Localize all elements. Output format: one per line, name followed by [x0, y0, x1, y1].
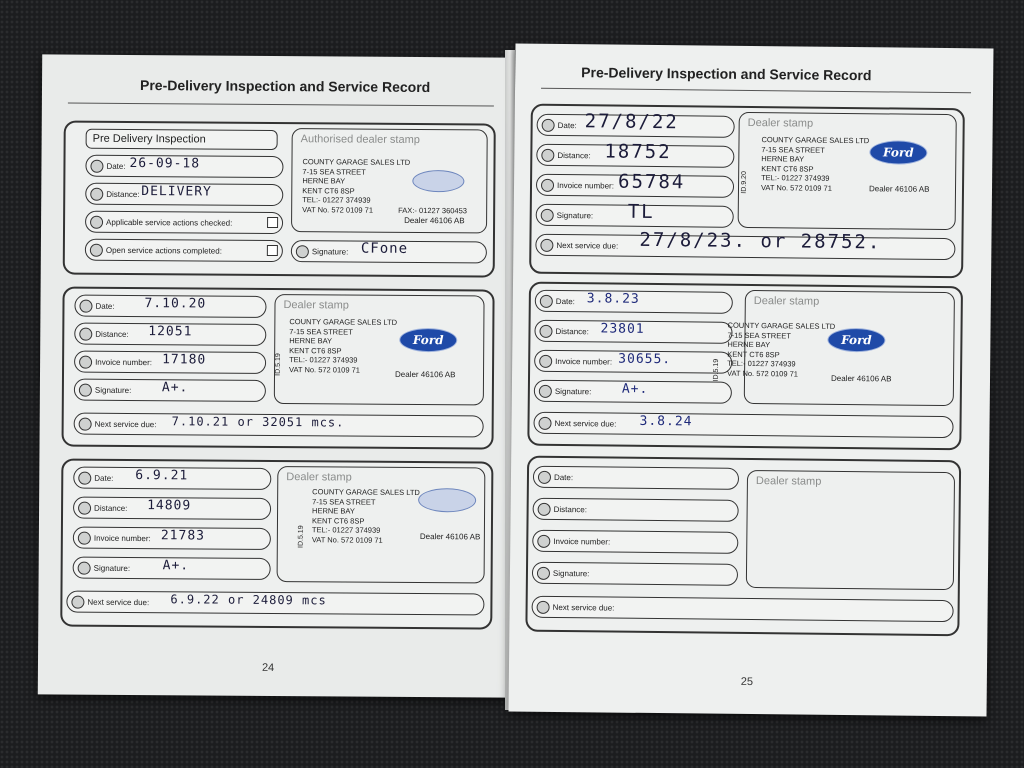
bullet-icon	[79, 355, 92, 368]
stamp-line: 7-15 SEA STREET	[302, 166, 366, 177]
next-service-value: 3.8.24	[639, 413, 693, 430]
next-service-label: Next service due:	[552, 602, 615, 613]
signature-value: A+.	[161, 380, 189, 396]
stamp-line: KENT CT6 8SP	[727, 349, 780, 359]
signature-value: A+.	[621, 381, 649, 397]
invoice-label: Invoice number:	[553, 536, 611, 547]
invoice-value: 30655.	[618, 351, 672, 368]
signature-field[interactable]	[532, 562, 738, 586]
bullet-icon	[78, 501, 91, 514]
distance-label: Distance:	[553, 504, 588, 514]
bullet-icon	[540, 294, 553, 307]
pdi-block	[63, 121, 496, 278]
dealer-stamp-box	[712, 290, 955, 406]
bullet-icon	[538, 416, 551, 429]
signature-label: Signature:	[311, 246, 349, 257]
bullet-icon	[79, 327, 92, 340]
signature-value: TL	[627, 200, 655, 223]
signature-label: Signature:	[556, 210, 594, 220]
stamp-line: COUNTY GARAGE SALES LTD	[302, 157, 411, 167]
stamp-line: KENT CT6 8SP	[761, 163, 814, 174]
stamp-line: COUNTY GARAGE SALES LTD	[761, 135, 870, 146]
stamp-title: Dealer stamp	[283, 299, 349, 312]
open-actions-field	[85, 239, 283, 262]
bullet-icon	[71, 595, 84, 608]
stamp-title: Dealer stamp	[747, 116, 814, 130]
bullet-icon	[541, 148, 554, 161]
next-service-field	[533, 412, 953, 438]
date-label: Date:	[553, 472, 574, 482]
dealer-stamp-box	[277, 466, 486, 583]
bullet-icon	[90, 159, 103, 172]
date-field[interactable]	[533, 466, 739, 490]
stamp-line: VAT No. 572 0109 71	[302, 204, 374, 215]
dealer-stamp-text	[312, 487, 420, 545]
date-label: Date:	[557, 120, 577, 130]
stamp-code: ID.5.19	[297, 525, 305, 548]
bullet-icon	[540, 238, 553, 251]
bullet-icon	[539, 324, 552, 337]
stamp-line: TEL:- 01227 374939	[311, 525, 381, 535]
open-actions-label: Open service actions completed:	[105, 245, 222, 256]
stamp-line: TEL:- 01227 374939	[727, 358, 796, 369]
stamp-line: COUNTY GARAGE SALES LTD	[312, 487, 420, 498]
signature-label: Signature:	[554, 386, 592, 396]
dealer-stamp-box	[274, 294, 485, 405]
right-page	[509, 44, 994, 717]
bullet-icon	[537, 534, 550, 547]
ford-logo-icon: Ford	[827, 328, 885, 353]
next-service-value: 7.10.21 or 32051 mcs.	[171, 414, 345, 430]
signature-label: Signature:	[94, 385, 132, 395]
distance-label: Distance:	[557, 150, 591, 160]
date-label: Date:	[555, 296, 575, 306]
stamp-code: ID.5.19	[712, 358, 721, 382]
distance-value: 18752	[604, 140, 672, 164]
pdi-heading-field	[86, 129, 278, 150]
distance-field[interactable]	[533, 498, 739, 522]
stamp-line: TEL:- 01227 374939	[302, 195, 371, 205]
title-divider	[68, 103, 494, 107]
dealer-number: Dealer 46106 AB	[830, 373, 892, 384]
next-service-label: Next service due:	[87, 597, 150, 607]
date-value: 3.8.23	[586, 291, 640, 307]
dealer-stamp-text	[302, 157, 410, 215]
service-block-2	[60, 459, 493, 630]
invoice-value: 17180	[162, 352, 207, 368]
bullet-icon	[90, 187, 103, 200]
distance-value: 14809	[147, 498, 192, 514]
dealer-stamp-text	[761, 135, 869, 193]
pdi-heading: Pre Delivery Inspection	[92, 132, 206, 146]
stamp-line: KENT CT6 8SP	[302, 185, 355, 196]
stamp-title: Dealer stamp	[753, 295, 820, 308]
distance-value: 23801	[600, 321, 645, 337]
bullet-icon	[537, 600, 550, 613]
bullet-icon	[78, 561, 91, 574]
stamp-line: HERNE BAY	[761, 154, 805, 164]
stamp-title: Dealer stamp	[755, 475, 822, 488]
stamp-line: VAT No. 572 0109 71	[760, 182, 832, 193]
bullet-icon	[539, 384, 552, 397]
stamp-line: VAT No. 572 0109 71	[727, 368, 799, 378]
bullet-icon	[78, 471, 91, 484]
stamp-line: TEL:- 01227 374939	[289, 355, 358, 365]
stamp-line: HERNE BAY	[727, 339, 771, 350]
service-block-4	[527, 282, 963, 451]
invoice-label: Invoice number:	[95, 357, 153, 367]
ford-logo-icon: Ford	[869, 140, 927, 165]
distance-value: DELIVERY	[141, 184, 212, 200]
authorised-stamp-box	[291, 128, 488, 233]
bullet-icon	[79, 383, 92, 396]
distance-label: Distance:	[555, 326, 589, 336]
next-service-field[interactable]	[531, 596, 953, 622]
dealer-stamp-text	[727, 321, 835, 379]
bullet-icon	[538, 470, 551, 483]
distance-label: Distance:	[94, 503, 128, 513]
invoice-value: 21783	[160, 528, 206, 544]
distance-label: Distance:	[106, 189, 140, 199]
stamp-line: COUNTY GARAGE SALES LTD	[727, 320, 836, 331]
signature-label: Signature:	[552, 568, 590, 578]
bullet-icon	[79, 299, 92, 312]
invoice-label: Invoice number:	[93, 533, 151, 543]
next-service-label: Next service due:	[94, 419, 157, 429]
left-page	[38, 54, 512, 697]
next-service-label: Next service due:	[554, 418, 617, 429]
bullet-icon	[79, 417, 92, 430]
dealer-stamp-text	[289, 317, 397, 375]
date-value: 6.9.21	[135, 468, 189, 484]
dealer-number: Dealer 46106 AB	[404, 215, 465, 226]
stamp-title: Dealer stamp	[286, 471, 352, 484]
invoice-field[interactable]	[532, 530, 738, 554]
service-block-5	[525, 456, 961, 637]
next-service-value: 6.9.22 or 24809 mcs	[170, 592, 327, 608]
page-number: 25	[740, 675, 754, 689]
service-block-3	[529, 104, 965, 279]
date-value: 26-09-18	[129, 155, 201, 172]
dealer-number: Dealer 46106 AB	[419, 532, 481, 542]
stamp-line: 7-15 SEA STREET	[761, 144, 825, 155]
stamp-title: Authorised dealer stamp	[300, 133, 420, 147]
date-label: Date:	[95, 301, 115, 311]
page-title: Pre-Delivery Inspection and Service Record	[139, 77, 431, 96]
bullet-icon	[78, 531, 91, 544]
applicable-actions-field	[85, 211, 283, 234]
page-title: Pre-Delivery Inspection and Service Record	[581, 64, 872, 84]
bullet-icon	[538, 502, 551, 515]
invoice-label: Invoice number:	[555, 356, 613, 367]
distance-value: 12051	[148, 324, 193, 340]
date-label: Date:	[94, 473, 114, 483]
stamp-line: VAT No. 572 0109 71	[289, 364, 360, 375]
stamp-code: ID.9.20	[740, 171, 748, 194]
bullet-icon	[541, 208, 554, 221]
stamp-line: TEL:- 01227 374939	[761, 173, 830, 183]
invoice-label: Invoice number:	[556, 180, 614, 191]
ford-logo-icon	[412, 170, 464, 192]
open-actions-checkbox[interactable]	[267, 245, 278, 256]
date-value: 27/8/22	[584, 110, 679, 134]
bullet-icon	[90, 215, 103, 228]
dealer-number: Dealer 46106 AB	[868, 184, 930, 194]
dealer-stamp-box	[738, 112, 957, 230]
bullet-icon	[541, 178, 554, 191]
title-divider	[541, 88, 971, 94]
signature-label: Signature:	[93, 563, 131, 573]
date-label: Date:	[106, 161, 126, 171]
dealer-number: Dealer 46106 AB	[394, 369, 456, 380]
stamp-line: HERNE BAY	[312, 506, 355, 516]
bullet-icon	[296, 245, 309, 258]
next-service-label: Next service due:	[556, 240, 619, 251]
ford-logo-icon	[418, 488, 476, 512]
bullet-icon	[537, 566, 550, 579]
stamp-code: ID.5.19	[274, 353, 282, 376]
signature-value: CFone	[360, 240, 409, 257]
stamp-line: VAT No. 572 0109 71	[311, 534, 383, 545]
stamp-line: HERNE BAY	[289, 336, 333, 346]
next-service-value: 27/8/23. or 28752.	[639, 228, 882, 254]
invoice-value: 65784	[617, 170, 686, 194]
stamp-line: 7-15 SEA STREET	[312, 496, 376, 507]
applicable-actions-checkbox[interactable]	[267, 217, 278, 228]
stamp-line: COUNTY GARAGE SALES LTD	[289, 317, 398, 327]
dealer-stamp-box	[746, 470, 955, 590]
service-block-1	[62, 287, 495, 450]
signature-value: A+.	[162, 558, 190, 574]
bullet-icon	[542, 118, 555, 131]
applicable-actions-label: Applicable service actions checked:	[106, 217, 233, 228]
stamp-line: KENT CT6 8SP	[289, 345, 342, 355]
stamp-line: KENT CT6 8SP	[311, 515, 365, 526]
bullet-icon	[539, 354, 552, 367]
date-value: 7.10.20	[144, 296, 207, 312]
bullet-icon	[90, 243, 103, 256]
page-number: 24	[261, 661, 275, 675]
stamp-line: 7-15 SEA STREET	[727, 330, 791, 340]
distance-label: Distance:	[95, 329, 129, 339]
stamp-line: 7-15 SEA STREET	[289, 326, 353, 337]
ford-logo-icon: Ford	[399, 328, 457, 352]
stamp-line: HERNE BAY	[302, 176, 346, 186]
stamp-fax: FAX:- 01227 360453	[398, 205, 468, 216]
